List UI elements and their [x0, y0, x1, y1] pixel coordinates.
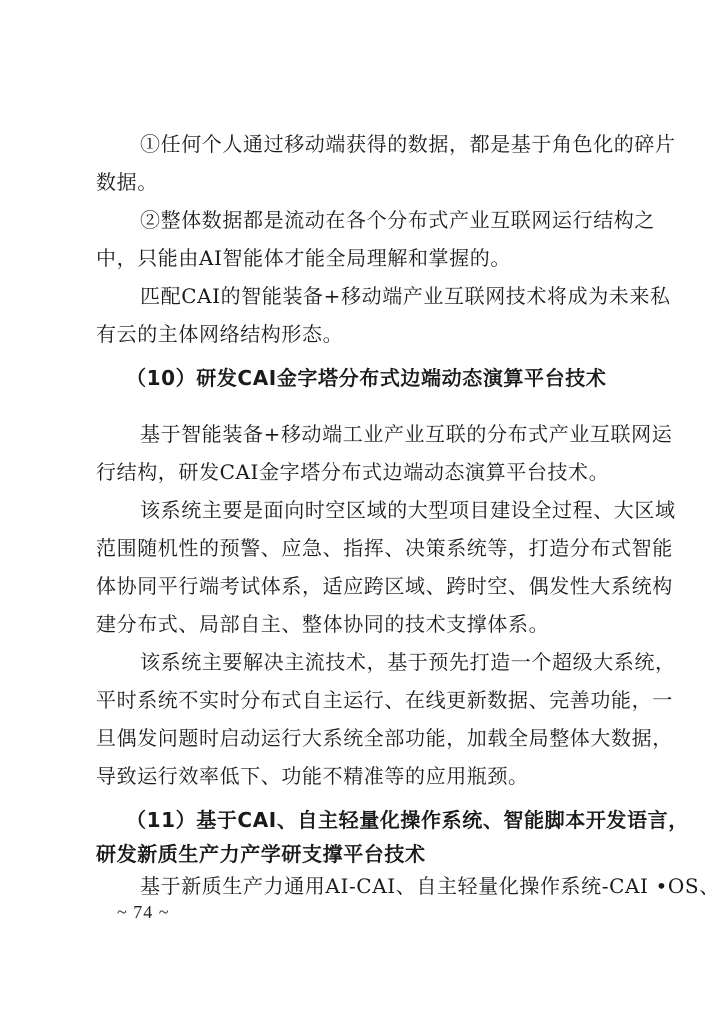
- paragraph-line-6: 有云的主体网络结构形态。: [96, 322, 344, 346]
- section-heading-11-cont: 研发新质生产力产学研支撑平台技术: [96, 842, 426, 866]
- paragraph-line-13: 该系统主要解决主流技术，基于预先打造一个超级大系统，: [140, 650, 676, 674]
- paragraph-line-10: 范围随机性的预警、应急、指挥、决策系统等，打造分布式智能: [96, 536, 673, 560]
- paragraph-line-5: 匹配CAI的智能装备+移动端产业互联网技术将成为未来私: [140, 284, 671, 308]
- paragraph-line-9: 该系统主要是面向时空区域的大型项目建设全过程、大区域: [140, 498, 676, 522]
- paragraph-line-4: 中，只能由AI智能体才能全局理解和掌握的。: [96, 246, 511, 270]
- paragraph-line-15: 旦偶发问题时启动运行大系统全部功能，加载全局整体大数据，: [96, 726, 673, 750]
- paragraph-line-17: 基于新质生产力通用AI-CAI、自主轻量化操作系统-CAI •OS、: [140, 874, 720, 898]
- section-heading-10: （10）研发CAI金字塔分布式边端动态演算平台技术: [126, 366, 607, 390]
- paragraph-line-8: 行结构，研发CAI金字塔分布式边端动态演算平台技术。: [96, 460, 610, 484]
- paragraph-line-12: 建分布式、局部自主、整体协同的技术支撑体系。: [96, 612, 550, 636]
- paragraph-line-14: 平时系统不实时分布式自主运行、在线更新数据、完善功能，一: [96, 688, 673, 712]
- section-heading-11: （11）基于CAI、自主轻量化操作系统、智能脚本开发语言，: [126, 808, 689, 832]
- paragraph-line-2: 数据。: [96, 170, 158, 194]
- paragraph-line-11: 体协同平行端考试体系，适应跨区域、跨时空、偶发性大系统构: [96, 574, 673, 598]
- page-number: ~ 74 ~: [117, 902, 170, 922]
- paragraph-line-16: 导致运行效率低下、功能不精准等的应用瓶颈。: [96, 764, 529, 788]
- paragraph-line-3: ②整体数据都是流动在各个分布式产业互联网运行结构之: [140, 208, 655, 232]
- paragraph-line-1: ①任何个人通过移动端获得的数据，都是基于角色化的碎片: [140, 132, 676, 156]
- paragraph-line-7: 基于智能装备+移动端工业产业互联的分布式产业互联网运: [140, 422, 673, 446]
